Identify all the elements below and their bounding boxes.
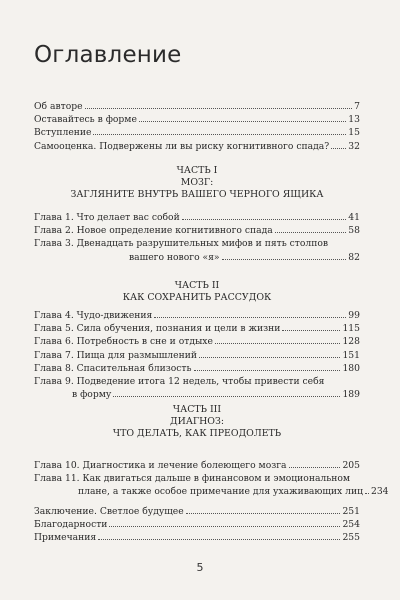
toc-entry-title: в форму (72, 389, 112, 401)
part-heading: КАК СОХРАНИТЬ РАССУДОК (122, 292, 272, 303)
toc-entry (34, 362, 360, 375)
toc-entry (34, 140, 360, 153)
toc-entry (34, 251, 360, 264)
dot-leader (182, 219, 347, 220)
toc-entry-title: вашего нового «я» (129, 251, 220, 263)
toc-intro (34, 100, 360, 153)
part-heading: ДИАГНОЗ: (170, 416, 224, 427)
part-heading: МОЗГ: (180, 177, 214, 188)
dot-leader (275, 232, 347, 233)
toc-entry-page: 251 (342, 506, 360, 517)
toc-entry (34, 459, 360, 472)
toc-entry-title: Глава 4. Чудо-движения (34, 310, 153, 321)
dot-leader (194, 370, 341, 371)
dot-leader (85, 108, 353, 109)
part-2-heading (34, 280, 360, 304)
dot-leader (93, 134, 346, 135)
dot-leader (98, 539, 340, 540)
toc-entry-title: Глава 5. Сила обучения, познания и цели в жизни (34, 323, 281, 335)
toc-entry-title: Вступление (34, 127, 92, 139)
dot-leader (154, 317, 346, 318)
toc-entry (34, 505, 360, 518)
toc-entry-title: Глава 6. Потребность в сне и отдыхе (34, 336, 213, 348)
dot-leader (109, 526, 340, 527)
dot-leader (139, 121, 346, 122)
toc-entry-title: Оставайтесь в форме (34, 114, 137, 126)
page-number: 5 (196, 561, 204, 574)
toc-entry (34, 322, 360, 335)
dot-leader (215, 343, 341, 344)
toc-entry-title: Глава 2. Новое определение когнитивного спада (34, 225, 273, 237)
toc-entry-page: 99 (348, 310, 360, 321)
toc-entry-page: 128 (342, 336, 360, 348)
toc-entry-page: 234 (370, 486, 389, 498)
dot-leader (222, 259, 347, 260)
toc-entry-title: Глава 3. Двенадцать разрушительных мифов и пять столпов (34, 238, 329, 250)
toc-entry (34, 485, 389, 498)
toc-entry (34, 388, 360, 401)
toc-entry-page: 180 (342, 362, 360, 374)
toc-entry-title: Примечания (34, 532, 97, 544)
toc-entry-title: Благодарности (34, 519, 108, 531)
toc-entry-page: 205 (342, 460, 360, 471)
toc-entry-title: Самооценка. Подвержены ли вы риску когнитивного спада? (34, 140, 330, 152)
toc-entry (34, 100, 360, 113)
toc-entry (34, 309, 360, 322)
toc-entry (34, 224, 360, 237)
toc-part-3 (34, 459, 389, 499)
part-label: ЧАСТЬ III (172, 404, 222, 415)
part-1-heading (34, 165, 360, 201)
toc-entry-page: 254 (342, 519, 360, 531)
toc-entry (34, 531, 360, 544)
toc-entry-page: 58 (348, 225, 360, 237)
dot-leader (331, 148, 346, 149)
part-heading: ЧТО ДЕЛАТЬ, КАК ПРЕОДОЛЕТЬ (112, 428, 282, 439)
toc-entry (34, 211, 360, 224)
toc-entry-page: 41 (348, 212, 360, 223)
toc-entry-title: Глава 1. Что делает вас собой (34, 212, 180, 223)
dot-leader (289, 467, 341, 468)
toc-entry-title: Глава 7. Пища для размышлений (34, 349, 197, 361)
toc-entry (34, 518, 360, 531)
dot-leader (186, 513, 341, 514)
toc-part-1 (34, 211, 360, 264)
toc-entry (34, 126, 360, 139)
toc-entry-title: плане, а также особое примечание для ухаживающих лиц (78, 486, 363, 498)
toc-entry-page: 82 (348, 251, 360, 263)
toc-entry-page: 7 (354, 101, 360, 112)
toc-entry-page: 32 (348, 140, 360, 152)
toc-entry (34, 349, 360, 362)
toc-entry-page: 151 (342, 349, 360, 361)
toc-entry-page: 15 (348, 127, 360, 139)
dot-leader (199, 357, 341, 358)
toc-entry-title: Глава 8. Спасительная близость (34, 362, 192, 374)
toc-entry (34, 113, 360, 126)
toc-entry-title: Заключение. Светлое будущее (34, 506, 184, 517)
toc-part-2 (34, 309, 360, 401)
toc-back-matter (34, 505, 360, 545)
part-label: ЧАСТЬ II (174, 280, 220, 291)
toc-entry-page: 13 (348, 114, 360, 126)
dot-leader (365, 493, 369, 494)
part-label: ЧАСТЬ I (176, 165, 218, 176)
toc-entry-page: 255 (342, 532, 360, 544)
part-3-heading (34, 404, 360, 440)
page-title: Оглавление (34, 42, 182, 68)
toc-entry-title: Об авторе (34, 101, 83, 112)
part-heading: ЗАГЛЯНИТЕ ВНУТРЬ ВАШЕГО ЧЕРНОГО ЯЩИКА (70, 189, 324, 200)
toc-entry-title: Глава 11. Как двигаться дальше в финансовом и эмоциональном (34, 473, 351, 485)
dot-leader (282, 330, 340, 331)
toc-entry-page: 189 (342, 389, 360, 401)
toc-entry (34, 335, 360, 348)
toc-entry-page: 115 (342, 323, 360, 335)
toc-entry-title: Глава 9. Подведение итога 12 недель, чтобы привести себя (34, 375, 325, 387)
dot-leader (113, 396, 340, 397)
toc-entry-title: Глава 10. Диагностика и лечение болеющего мозга (34, 460, 287, 471)
